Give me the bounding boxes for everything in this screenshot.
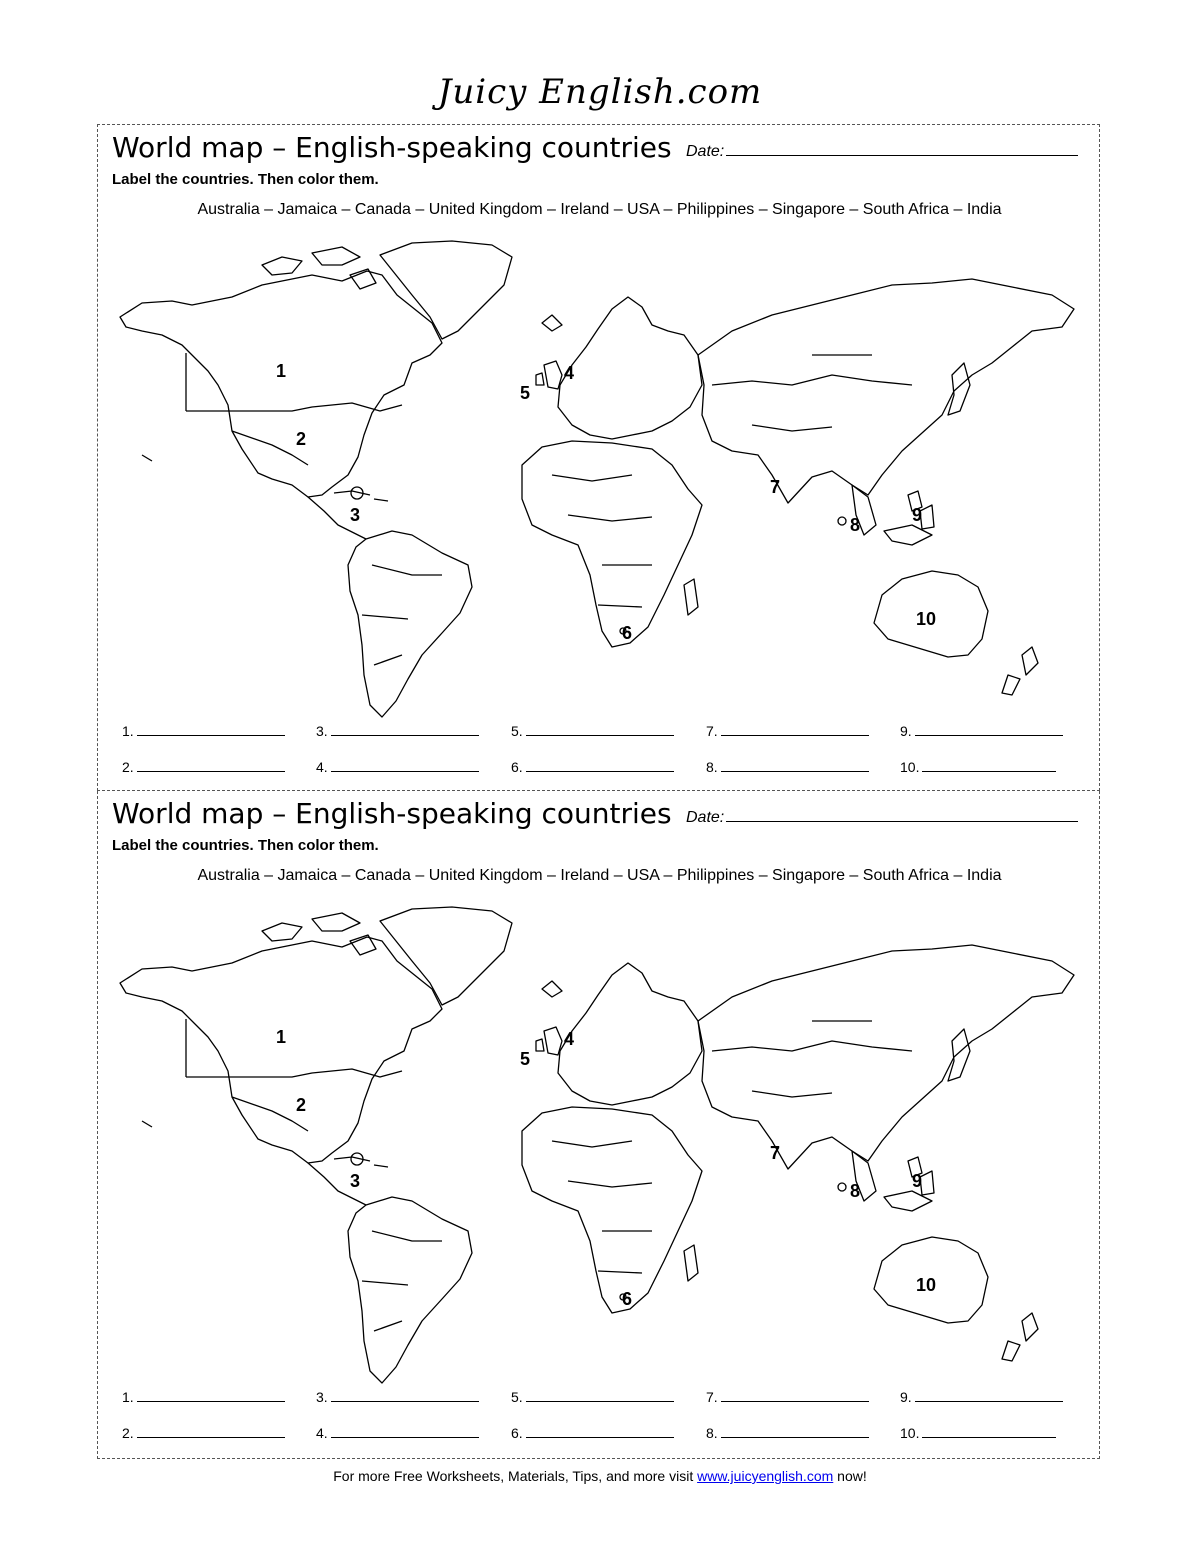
date-field[interactable] — [686, 809, 1078, 827]
map-label-6: 6 — [622, 1289, 633, 1309]
map-label-8: 8 — [850, 1181, 861, 1201]
worksheet-panel-1 — [97, 124, 1100, 791]
map-label-2: 2 — [296, 429, 307, 449]
footer — [0, 1468, 1200, 1484]
answer-5[interactable]: 5. — [511, 1389, 674, 1405]
instructions: Label the countries. Then color them. — [112, 837, 379, 854]
madagascar — [684, 1245, 698, 1281]
worksheet-title: World map – English-speaking countries — [112, 797, 672, 830]
date-field[interactable] — [686, 143, 1078, 161]
answer-2[interactable]: 2. — [122, 1425, 285, 1441]
footer-suffix: now! — [833, 1468, 867, 1484]
worksheet-panel-2 — [97, 791, 1100, 1459]
map-label-1: 1 — [276, 1027, 287, 1047]
asia-outline — [698, 279, 1074, 503]
answer-2[interactable]: 2. — [122, 759, 285, 775]
africa-outline — [522, 1107, 702, 1313]
answer-9[interactable]: 9. — [900, 723, 1063, 739]
word-bank: Australia – Jamaica – Canada – United Kingdom – Ireland – USA – Philippines – Singapore – South Africa – India — [197, 867, 1002, 884]
answer-6[interactable]: 6. — [511, 1425, 674, 1441]
greenland-outline — [380, 241, 512, 339]
answer-1[interactable]: 1. — [122, 723, 285, 739]
canada-usa-border — [186, 1069, 402, 1077]
africa-outline — [522, 441, 702, 647]
north-america-outline — [120, 271, 442, 497]
uk-ireland — [536, 1027, 562, 1055]
map-label-6: 6 — [622, 623, 633, 643]
answer-5[interactable]: 5. — [511, 723, 674, 739]
map-label-7: 7 — [770, 1143, 781, 1163]
europe-outline — [558, 963, 702, 1105]
answer-4[interactable]: 4. — [316, 759, 479, 775]
answer-7[interactable]: 7. — [706, 723, 869, 739]
answer-8[interactable]: 8. — [706, 759, 869, 775]
date-line[interactable] — [726, 143, 1078, 156]
map-label-3: 3 — [350, 505, 361, 525]
new-zealand — [1002, 1313, 1038, 1361]
madagascar — [684, 579, 698, 615]
answer-9[interactable]: 9. — [900, 1389, 1063, 1405]
canada-usa-border — [186, 403, 402, 411]
answer-8[interactable]: 8. — [706, 1425, 869, 1441]
answer-7[interactable]: 7. — [706, 1389, 869, 1405]
north-america-outline — [120, 937, 442, 1163]
date-label: Date: — [686, 809, 725, 826]
map-label-4: 4 — [564, 363, 575, 383]
instructions: Label the countries. Then color them. — [112, 171, 379, 188]
map-label-9: 9 — [912, 1171, 923, 1191]
new-zealand — [1002, 647, 1038, 695]
asia-outline — [698, 945, 1074, 1169]
greenland-outline — [380, 907, 512, 1005]
word-bank: Australia – Jamaica – Canada – United Kingdom – Ireland – USA – Philippines – Singapore – South Africa – India — [197, 201, 1002, 218]
map-label-9: 9 — [912, 505, 923, 525]
south-america-outline — [348, 531, 472, 717]
answer-4[interactable]: 4. — [316, 1425, 479, 1441]
answer-3[interactable]: 3. — [316, 723, 479, 739]
date-label: Date: — [686, 143, 725, 160]
answer-3[interactable]: 3. — [316, 1389, 479, 1405]
worksheet-title: World map – English-speaking countries — [112, 131, 672, 164]
date-line[interactable] — [726, 809, 1078, 822]
footer-link[interactable]: www.juicyenglish.com — [697, 1468, 834, 1484]
answer-10[interactable]: 10. — [900, 1425, 1056, 1441]
south-america-outline — [348, 1197, 472, 1383]
map-label-10: 10 — [916, 1275, 937, 1295]
world-map — [112, 235, 1090, 720]
world-map — [112, 901, 1090, 1386]
footer-text: For more Free Worksheets, Materials, Tips, and more visit — [333, 1468, 698, 1484]
japan — [948, 1029, 970, 1081]
map-label-4: 4 — [564, 1029, 575, 1049]
answer-6[interactable]: 6. — [511, 759, 674, 775]
answer-1[interactable]: 1. — [122, 1389, 285, 1405]
site-logo: Juicy English.com — [437, 72, 763, 112]
answer-10[interactable]: 10. — [900, 759, 1056, 775]
europe-outline — [558, 297, 702, 439]
uk-ireland — [536, 361, 562, 389]
japan — [948, 363, 970, 415]
map-label-8: 8 — [850, 515, 861, 535]
map-label-1: 1 — [276, 361, 287, 381]
map-label-5: 5 — [520, 383, 531, 403]
map-label-3: 3 — [350, 1171, 361, 1191]
map-label-5: 5 — [520, 1049, 531, 1069]
map-label-2: 2 — [296, 1095, 307, 1115]
map-label-10: 10 — [916, 609, 937, 629]
map-label-7: 7 — [770, 477, 781, 497]
